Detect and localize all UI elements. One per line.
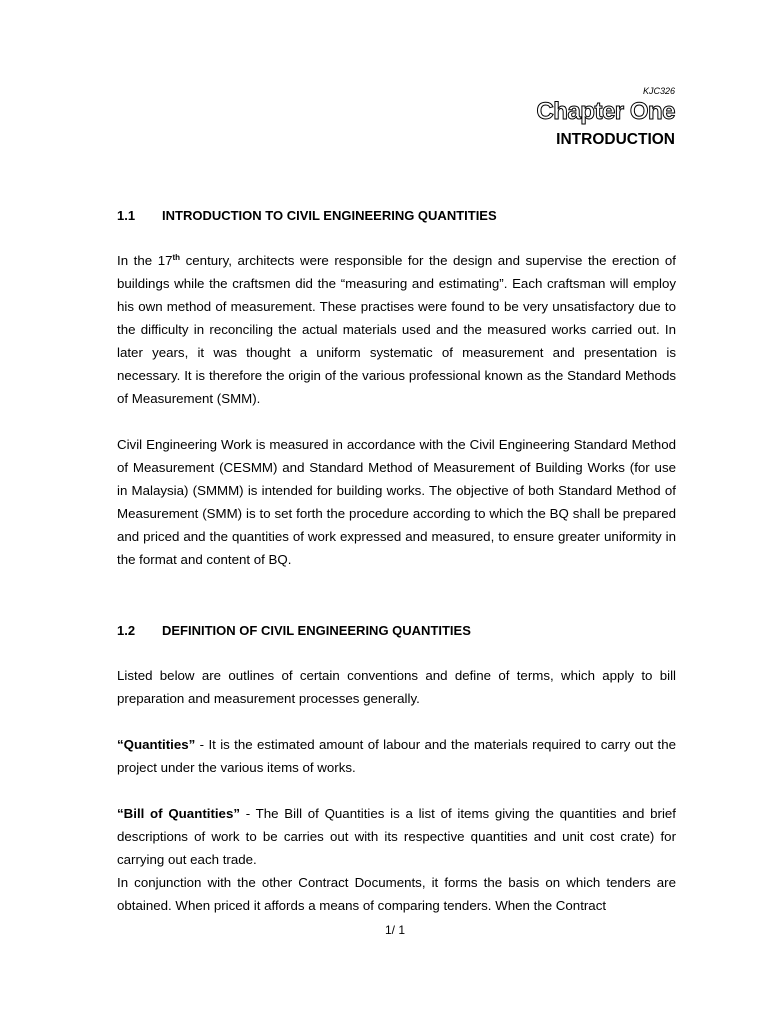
term: “Quantities” xyxy=(117,737,196,752)
section-title: DEFINITION OF CIVIL ENGINEERING QUANTITIES xyxy=(162,623,471,638)
course-code: KJC326 xyxy=(642,86,675,96)
section-number: 1.1 xyxy=(117,208,136,223)
chapter-title: INTRODUCTION xyxy=(556,131,675,148)
term: “Bill of Quantities” xyxy=(117,806,241,821)
paragraph-intro: Listed below are outlines of certain conventions and define of terms, which apply to bill preparation and measurement processes generally. xyxy=(117,668,676,706)
section-heading-1-2 xyxy=(117,623,471,638)
section-heading-1-1 xyxy=(117,208,497,223)
paragraph-text: In the 17 xyxy=(117,253,173,268)
chapter-heading: Chapter One xyxy=(536,98,675,125)
paragraph-text: century, architects were responsible for the design and supervise the erection of buildings while the craftsmen did the “measuring and estimating”. Each craftsman will employ his own method of measurement. These practises were found to be very unsatisfactory due to the difficulty in reconciling the actual materials used and the measured works carried out. In later years, it was thought a uniform systematic of measurement and presentation is necessary. It is therefore the origin of the various professional known as the Standard Methods of Measurement (SMM). xyxy=(117,253,676,406)
definition-text: - The Bill of Quantities is a list of items giving the quantities and brief descriptions of work to be carries out with its respective quantities and unit cost crate) for carrying out each trade. xyxy=(117,806,676,867)
paragraph-cesmm: Civil Engineering Work is measured in accordance with the Civil Engineering Standard Method of Measurement (CESMM) and Standard Method of Measurement of Building Works (for use in Malaysia) (SMMM) is intended for building works. The objective of both Standard Method of Measurement (SMM) is to set forth the procedure according to which the BQ shall be prepared and priced and the quantities of work expressed and measured, to ensure greater uniformity in the format and content of BQ. xyxy=(117,437,676,567)
section-number: 1.2 xyxy=(117,623,136,638)
definition-text: - It is the estimated amount of labour and the materials required to carry out the project under the various items of works. xyxy=(117,737,676,775)
definition-quantities xyxy=(117,733,676,779)
paragraph-history xyxy=(117,249,676,410)
definition-bill-of-quantities xyxy=(117,802,676,871)
page-number: 1/ 1 xyxy=(385,923,406,937)
section-title: INTRODUCTION TO CIVIL ENGINEERING QUANTITIES xyxy=(162,208,497,223)
paragraph-conjunction: In conjunction with the other Contract Documents, it forms the basis on which tenders are obtained. When priced it affords a means of comparing tenders. When the Contract xyxy=(117,875,676,913)
superscript: th xyxy=(172,253,181,262)
